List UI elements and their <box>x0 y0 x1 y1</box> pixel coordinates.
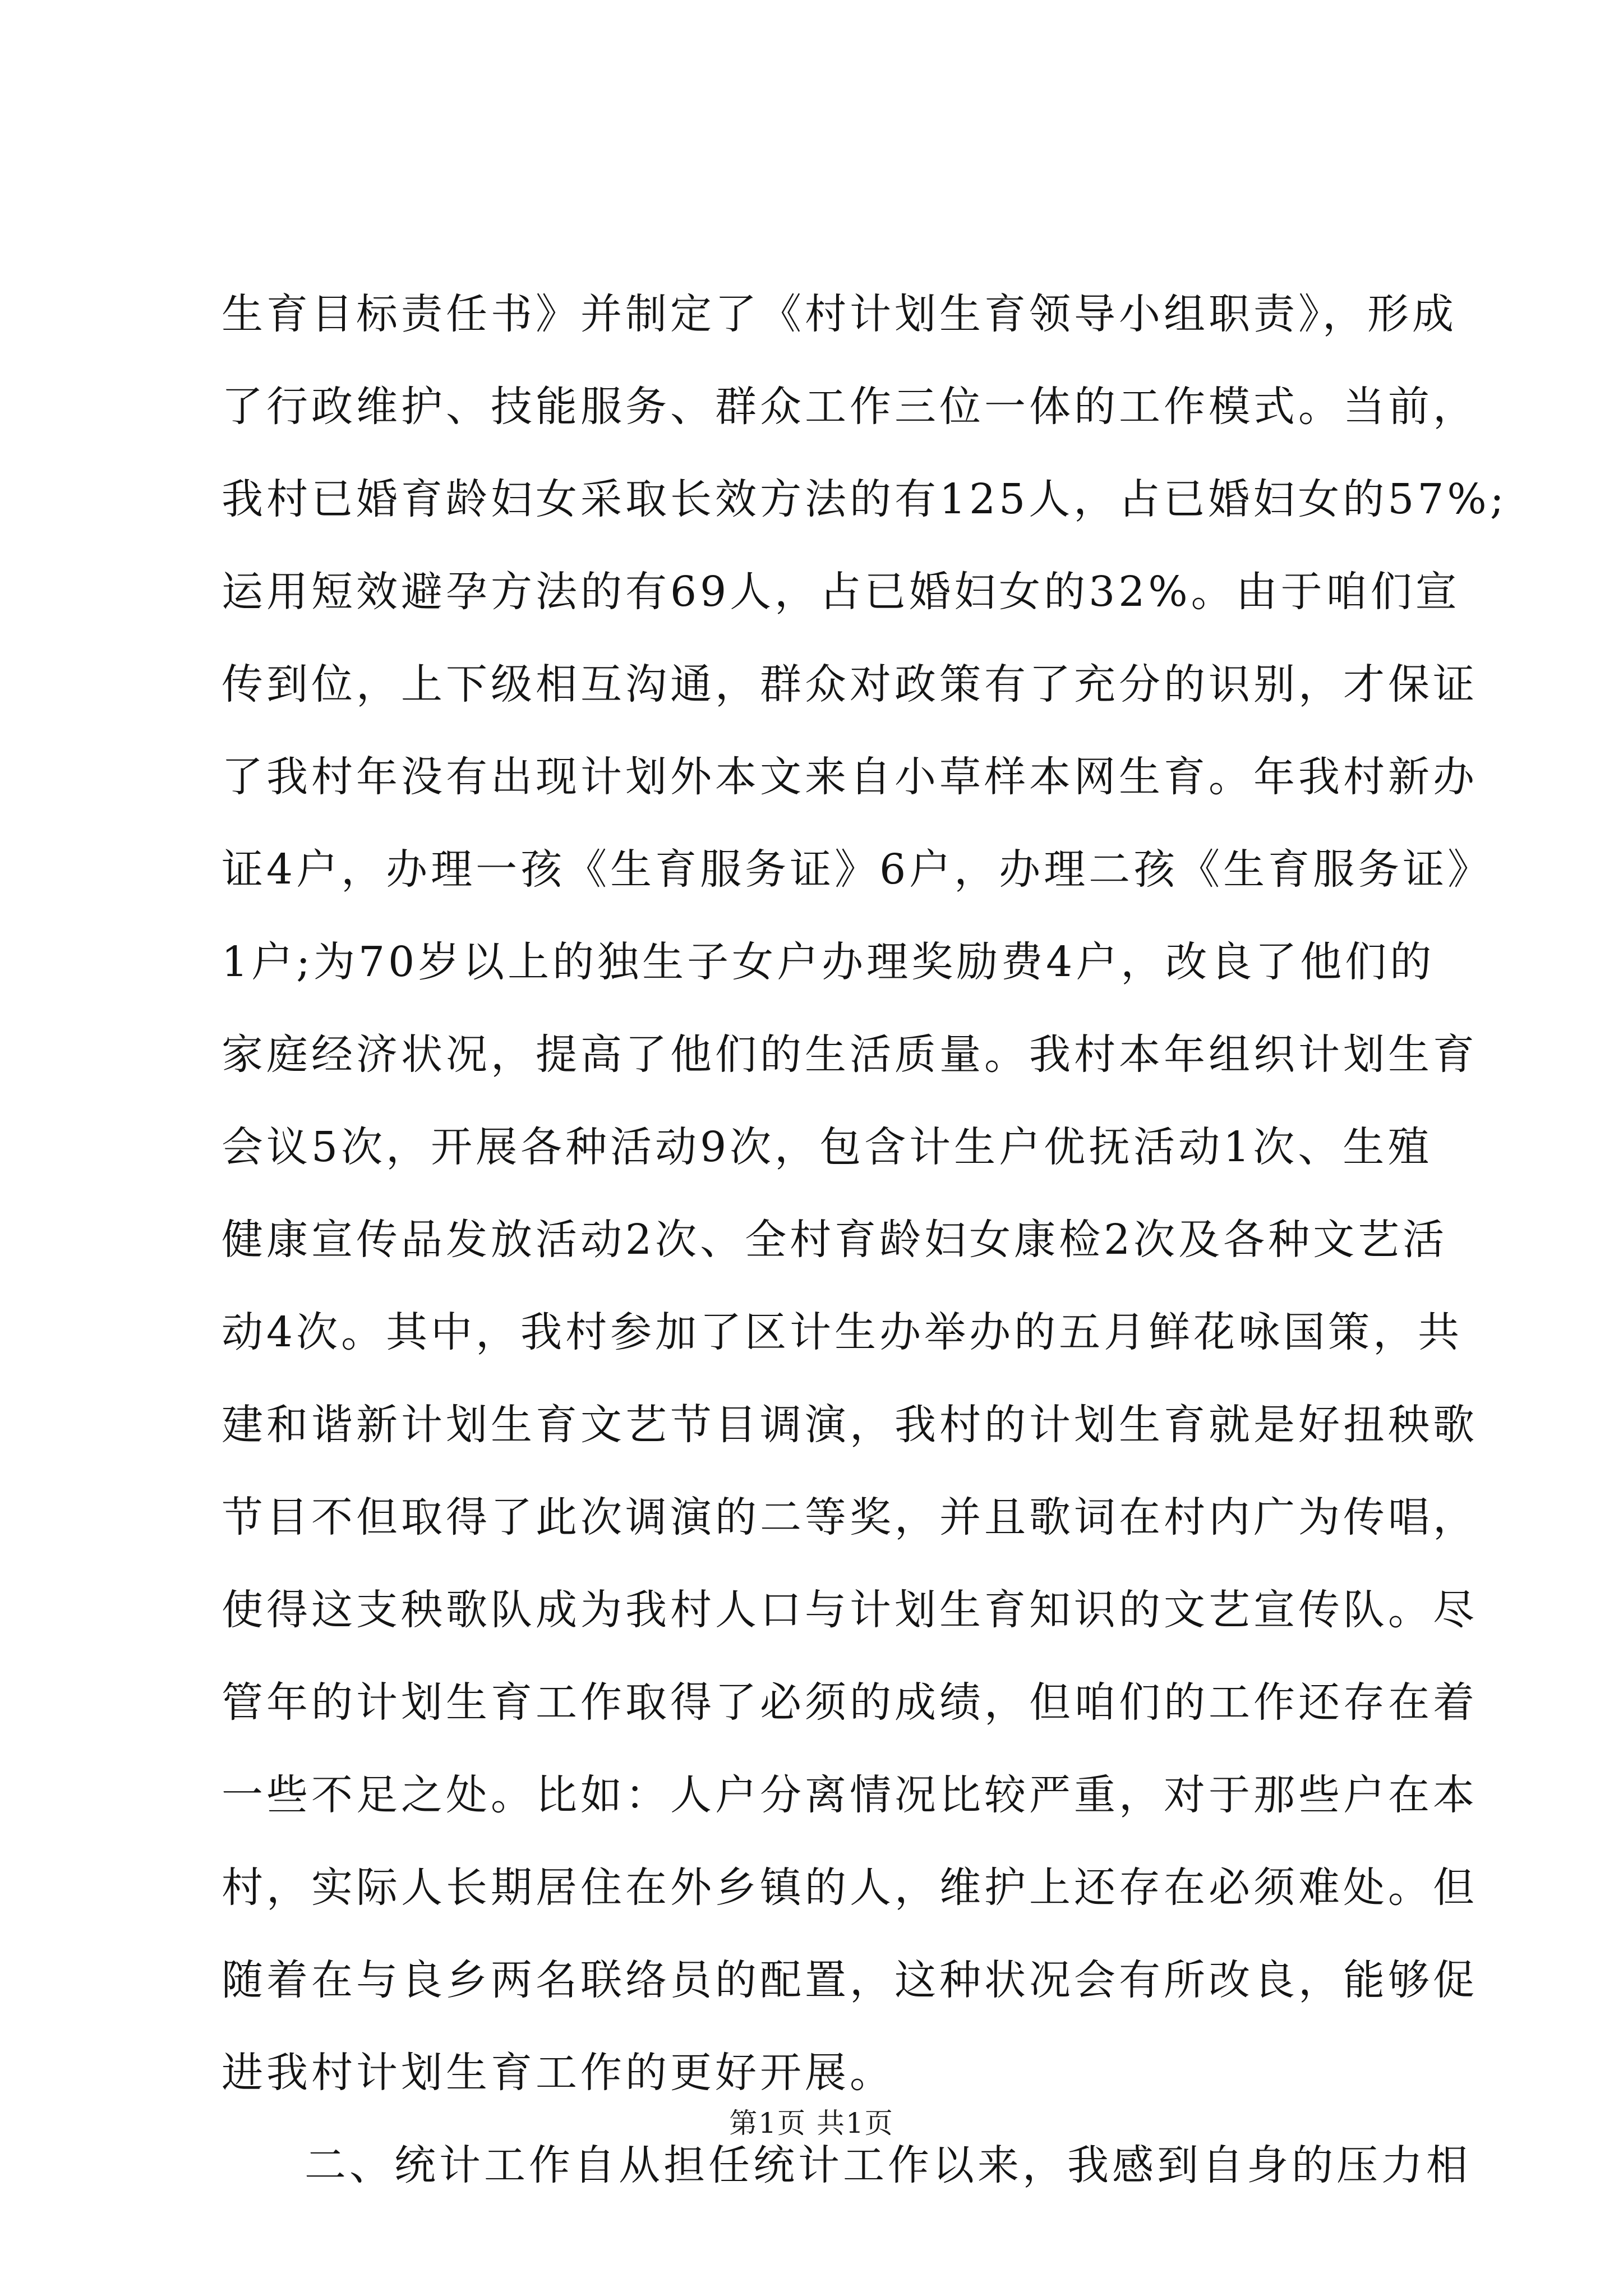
text-line: 了我村年没有出现计划外本文来自小草样本网生育。年我村新办 <box>222 753 1478 801</box>
text-line: 一些不足之处。比如：人户分离情况比较严重，对于那些户在本 <box>222 1771 1478 1819</box>
body-text <box>222 268 1507 2212</box>
text-line: 证4户，办理一孩《生育服务证》6户，办理二孩《生育服务证》 <box>222 845 1493 894</box>
text-line: 会议5次，开展各种活动9次，包含计生户优抚活动1次、生殖 <box>222 1123 1433 1171</box>
text-line: 我村已婚育龄妇女采取长效方法的有125人，占已婚妇女的57%; <box>222 475 1507 523</box>
section-heading-line: 二、统计工作自从担任统计工作以来，我感到自身的压力相 <box>305 2141 1471 2189</box>
text-line: 管年的计划生育工作取得了必须的成绩，但咱们的工作还存在着 <box>222 1678 1478 1727</box>
text-line: 村，实际人长期居住在外乡镇的人，维护上还存在必须难处。但 <box>222 1864 1478 1912</box>
text-line: 运用短效避孕方法的有69人，占已婚妇女的32%。由于咱们宣 <box>222 568 1460 616</box>
text-line: 使得这支秧歌队成为我村人口与计划生育知识的文艺宣传队。尽 <box>222 1586 1478 1634</box>
text-line: 生育目标责任书》并制定了《村计划生育领导小组职责》，形成 <box>222 290 1457 338</box>
text-line: 了行政维护、技能服务、群众工作三位一体的工作模式。当前， <box>222 383 1478 431</box>
text-line: 动4次。其中，我村参加了区计生办举办的五月鲜花咏国策，共 <box>222 1308 1463 1356</box>
text-line: 1户;为70岁以上的独生子女户办理奖励费4户，改良了他们的 <box>222 938 1435 986</box>
text-line: 传到位，上下级相互沟通，群众对政策有了充分的识别，才保证 <box>222 660 1478 708</box>
page-footer: 第1页 共1页 <box>729 2107 894 2139</box>
text-line: 健康宣传品发放活动2次、全村育龄妇女康检2次及各种文艺活 <box>222 1216 1448 1264</box>
text-line: 节目不但取得了此次调演的二等奖，并且歌词在村内广为传唱， <box>222 1493 1478 1542</box>
paragraph-end-line: 进我村计划生育工作的更好开展。 <box>222 2049 895 2097</box>
text-line: 家庭经济状况，提高了他们的生活质量。我村本年组织计划生育 <box>222 1030 1478 1079</box>
text-line: 建和谐新计划生育文艺节目调演，我村的计划生育就是好扭秧歌 <box>222 1401 1478 1449</box>
text-line: 随着在与良乡两名联络员的配置，这种状况会有所改良，能够促 <box>222 1956 1478 2004</box>
